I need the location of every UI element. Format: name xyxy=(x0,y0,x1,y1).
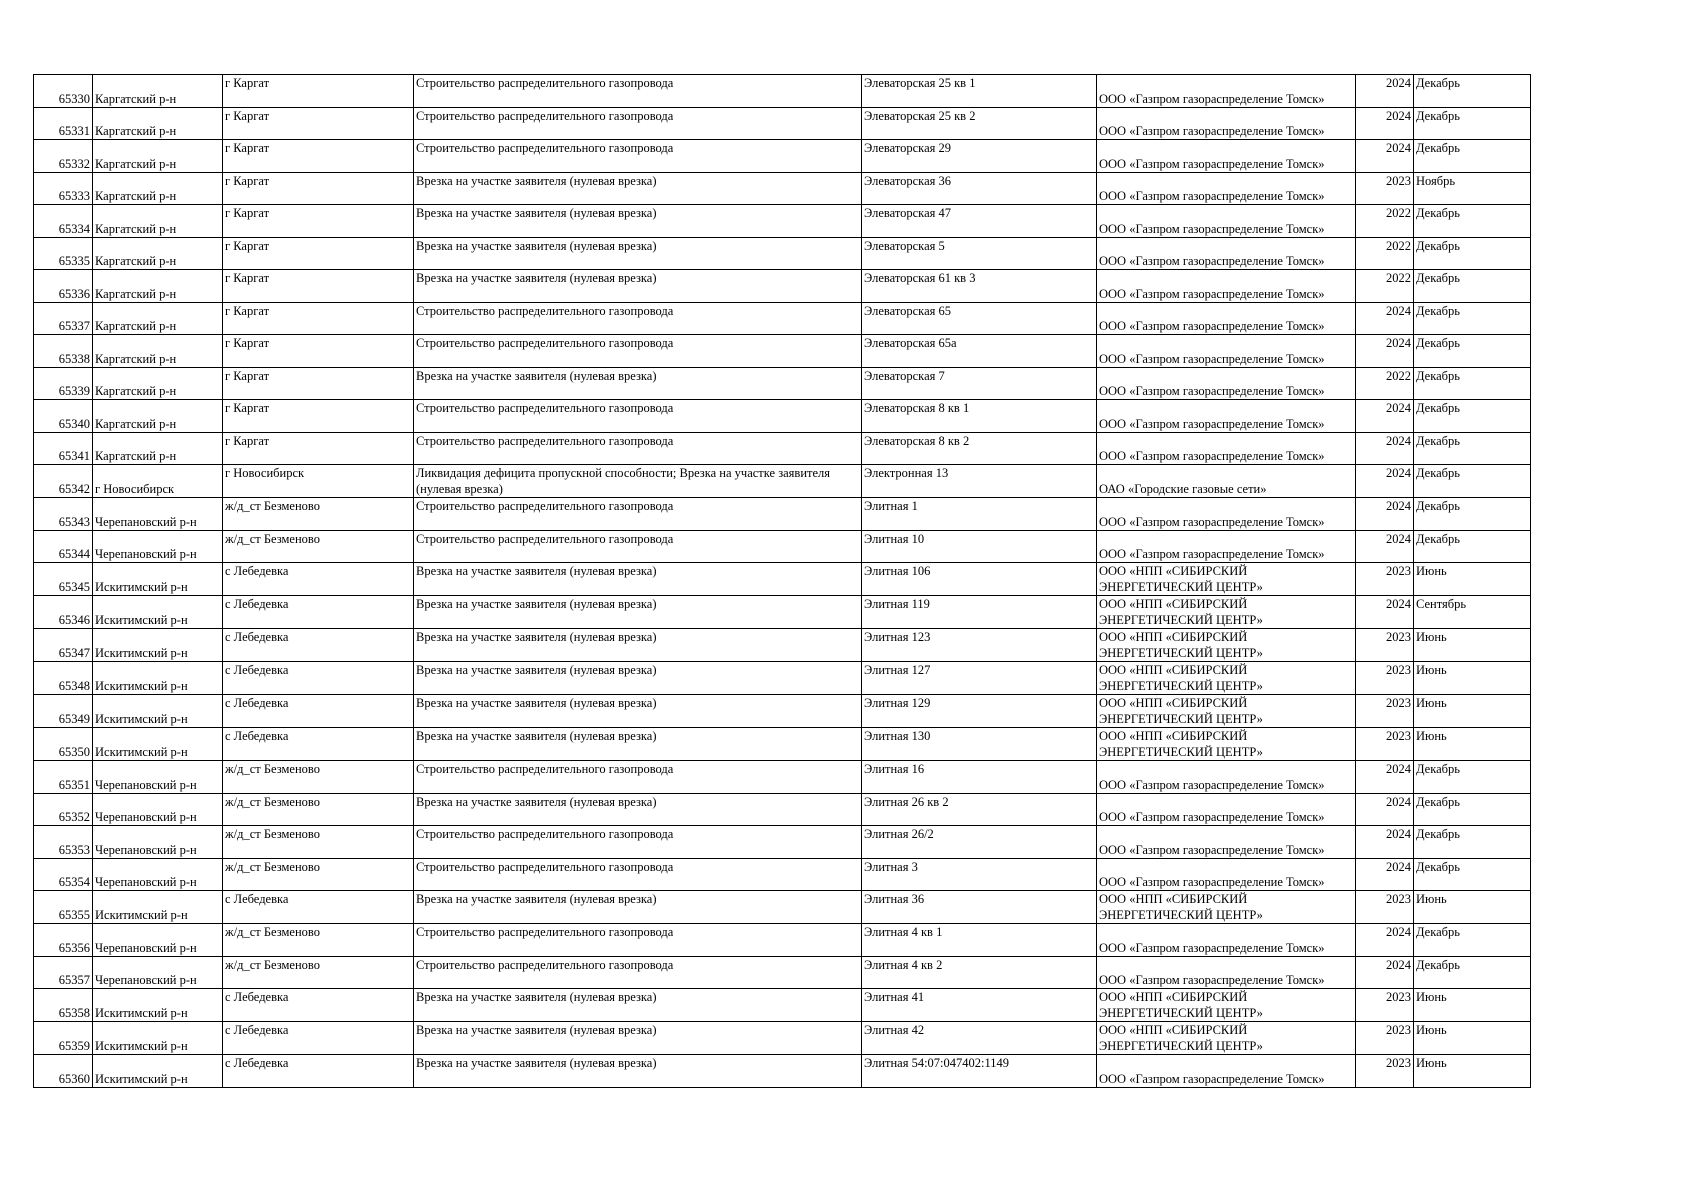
work-type-cell: Строительство распределительного газопровода xyxy=(414,498,862,531)
year-cell: 2022 xyxy=(1356,367,1414,400)
district-cell: Черепановский р-н xyxy=(93,956,223,989)
table-row xyxy=(34,858,1531,891)
organization-cell: ООО «Газпром газораспределение Томск» xyxy=(1097,432,1356,465)
settlement-cell: с Лебедевка xyxy=(223,563,414,596)
district-cell: Каргатский р-н xyxy=(93,140,223,173)
month-cell: Декабрь xyxy=(1414,761,1531,794)
organization-cell: ООО «НПП «СИБИРСКИЙ ЭНЕРГЕТИЧЕСКИЙ ЦЕНТР» xyxy=(1097,662,1356,695)
address-cell: Элеваторская 47 xyxy=(862,205,1097,238)
row-id-cell: 65350 xyxy=(34,728,93,761)
work-type-cell: Врезка на участке заявителя (нулевая врезка) xyxy=(414,237,862,270)
row-id-cell: 65351 xyxy=(34,761,93,794)
year-cell: 2023 xyxy=(1356,172,1414,205)
settlement-cell: г Каргат xyxy=(223,75,414,108)
row-id-cell: 65332 xyxy=(34,140,93,173)
settlement-cell: ж/д_ст Безменово xyxy=(223,761,414,794)
address-cell: Элеваторская 61 кв 3 xyxy=(862,270,1097,303)
row-id-cell: 65343 xyxy=(34,498,93,531)
month-cell: Декабрь xyxy=(1414,432,1531,465)
row-id-cell: 65345 xyxy=(34,563,93,596)
table-row xyxy=(34,205,1531,238)
table-row xyxy=(34,761,1531,794)
district-cell: Каргатский р-н xyxy=(93,432,223,465)
organization-cell: ООО «НПП «СИБИРСКИЙ ЭНЕРГЕТИЧЕСКИЙ ЦЕНТР» xyxy=(1097,1022,1356,1055)
table-row xyxy=(34,662,1531,695)
address-cell: Элитная 123 xyxy=(862,629,1097,662)
organization-cell: ООО «Газпром газораспределение Томск» xyxy=(1097,237,1356,270)
year-cell: 2024 xyxy=(1356,75,1414,108)
address-cell: Элеваторская 7 xyxy=(862,367,1097,400)
organization-cell: ООО «НПП «СИБИРСКИЙ ЭНЕРГЕТИЧЕСКИЙ ЦЕНТР» xyxy=(1097,563,1356,596)
row-id-cell: 65344 xyxy=(34,530,93,563)
row-id-cell: 65336 xyxy=(34,270,93,303)
settlement-cell: ж/д_ст Безменово xyxy=(223,530,414,563)
district-cell: Искитимский р-н xyxy=(93,563,223,596)
address-cell: Элеваторская 36 xyxy=(862,172,1097,205)
settlement-cell: ж/д_ст Безменово xyxy=(223,858,414,891)
address-cell: Элитная 127 xyxy=(862,662,1097,695)
organization-cell: ООО «НПП «СИБИРСКИЙ ЭНЕРГЕТИЧЕСКИЙ ЦЕНТР» xyxy=(1097,596,1356,629)
table-row xyxy=(34,335,1531,368)
work-type-cell: Врезка на участке заявителя (нулевая врезка) xyxy=(414,563,862,596)
district-cell: Каргатский р-н xyxy=(93,107,223,140)
month-cell: Июнь xyxy=(1414,629,1531,662)
row-id-cell: 65356 xyxy=(34,924,93,957)
settlement-cell: ж/д_ст Безменово xyxy=(223,498,414,531)
table-row xyxy=(34,563,1531,596)
month-cell: Ноябрь xyxy=(1414,172,1531,205)
table-body xyxy=(34,75,1531,1088)
year-cell: 2024 xyxy=(1356,335,1414,368)
settlement-cell: г Каргат xyxy=(223,172,414,205)
organization-cell: ООО «Газпром газораспределение Томск» xyxy=(1097,172,1356,205)
district-cell: Каргатский р-н xyxy=(93,302,223,335)
settlement-cell: с Лебедевка xyxy=(223,891,414,924)
work-type-cell: Строительство распределительного газопровода xyxy=(414,107,862,140)
row-id-cell: 65347 xyxy=(34,629,93,662)
organization-cell: ООО «НПП «СИБИРСКИЙ ЭНЕРГЕТИЧЕСКИЙ ЦЕНТР» xyxy=(1097,891,1356,924)
row-id-cell: 65333 xyxy=(34,172,93,205)
table-row xyxy=(34,826,1531,859)
district-cell: Каргатский р-н xyxy=(93,237,223,270)
work-type-cell: Врезка на участке заявителя (нулевая врезка) xyxy=(414,695,862,728)
organization-cell: ООО «Газпром газораспределение Томск» xyxy=(1097,107,1356,140)
district-cell: Искитимский р-н xyxy=(93,891,223,924)
organization-cell: ООО «Газпром газораспределение Томск» xyxy=(1097,367,1356,400)
month-cell: Декабрь xyxy=(1414,858,1531,891)
row-id-cell: 65340 xyxy=(34,400,93,433)
address-cell: Элитная 129 xyxy=(862,695,1097,728)
district-cell: Искитимский р-н xyxy=(93,1022,223,1055)
organization-cell: ООО «НПП «СИБИРСКИЙ ЭНЕРГЕТИЧЕСКИЙ ЦЕНТР» xyxy=(1097,629,1356,662)
organization-cell: ООО «Газпром газораспределение Томск» xyxy=(1097,1055,1356,1088)
row-id-cell: 65335 xyxy=(34,237,93,270)
address-cell: Элитная 4 кв 1 xyxy=(862,924,1097,957)
row-id-cell: 65346 xyxy=(34,596,93,629)
row-id-cell: 65360 xyxy=(34,1055,93,1088)
address-cell: Элитная 10 xyxy=(862,530,1097,563)
settlement-cell: ж/д_ст Безменово xyxy=(223,956,414,989)
year-cell: 2024 xyxy=(1356,465,1414,498)
table-row xyxy=(34,891,1531,924)
month-cell: Июнь xyxy=(1414,1055,1531,1088)
month-cell: Июнь xyxy=(1414,989,1531,1022)
district-cell: Искитимский р-н xyxy=(93,989,223,1022)
month-cell: Декабрь xyxy=(1414,205,1531,238)
row-id-cell: 65338 xyxy=(34,335,93,368)
settlement-cell: г Каргат xyxy=(223,400,414,433)
district-cell: Каргатский р-н xyxy=(93,335,223,368)
year-cell: 2023 xyxy=(1356,1055,1414,1088)
organization-cell: ООО «Газпром газораспределение Томск» xyxy=(1097,793,1356,826)
district-cell: Черепановский р-н xyxy=(93,924,223,957)
row-id-cell: 65337 xyxy=(34,302,93,335)
work-type-cell: Ликвидация дефицита пропускной способности; Врезка на участке заявителя (нулевая врезка) xyxy=(414,465,862,498)
month-cell: Декабрь xyxy=(1414,465,1531,498)
organization-cell: ООО «Газпром газораспределение Томск» xyxy=(1097,270,1356,303)
work-type-cell: Строительство распределительного газопровода xyxy=(414,761,862,794)
organization-cell: ООО «Газпром газораспределение Томск» xyxy=(1097,335,1356,368)
table-row xyxy=(34,465,1531,498)
month-cell: Июнь xyxy=(1414,891,1531,924)
organization-cell: ООО «НПП «СИБИРСКИЙ ЭНЕРГЕТИЧЕСКИЙ ЦЕНТР» xyxy=(1097,695,1356,728)
work-type-cell: Строительство распределительного газопровода xyxy=(414,302,862,335)
settlement-cell: г Каргат xyxy=(223,237,414,270)
table-row xyxy=(34,140,1531,173)
year-cell: 2024 xyxy=(1356,924,1414,957)
settlement-cell: ж/д_ст Безменово xyxy=(223,826,414,859)
district-cell: Черепановский р-н xyxy=(93,761,223,794)
settlement-cell: г Каргат xyxy=(223,335,414,368)
address-cell: Элеваторская 8 кв 1 xyxy=(862,400,1097,433)
work-type-cell: Врезка на участке заявителя (нулевая врезка) xyxy=(414,596,862,629)
address-cell: Элитная 106 xyxy=(862,563,1097,596)
address-cell: Элеваторская 65а xyxy=(862,335,1097,368)
table-row xyxy=(34,302,1531,335)
row-id-cell: 65339 xyxy=(34,367,93,400)
work-type-cell: Врезка на участке заявителя (нулевая врезка) xyxy=(414,793,862,826)
district-cell: Искитимский р-н xyxy=(93,728,223,761)
work-type-cell: Строительство распределительного газопровода xyxy=(414,858,862,891)
settlement-cell: г Каргат xyxy=(223,107,414,140)
district-cell: Искитимский р-н xyxy=(93,629,223,662)
address-cell: Элитная 42 xyxy=(862,1022,1097,1055)
address-cell: Элитная 130 xyxy=(862,728,1097,761)
month-cell: Декабрь xyxy=(1414,793,1531,826)
address-cell: Элеваторская 25 кв 2 xyxy=(862,107,1097,140)
settlement-cell: с Лебедевка xyxy=(223,1055,414,1088)
month-cell: Декабрь xyxy=(1414,237,1531,270)
district-cell: Искитимский р-н xyxy=(93,1055,223,1088)
work-type-cell: Строительство распределительного газопровода xyxy=(414,400,862,433)
organization-cell: ООО «Газпром газораспределение Томск» xyxy=(1097,530,1356,563)
row-id-cell: 65341 xyxy=(34,432,93,465)
year-cell: 2023 xyxy=(1356,989,1414,1022)
table-row xyxy=(34,728,1531,761)
year-cell: 2024 xyxy=(1356,530,1414,563)
year-cell: 2024 xyxy=(1356,498,1414,531)
table-row xyxy=(34,237,1531,270)
year-cell: 2022 xyxy=(1356,237,1414,270)
work-type-cell: Врезка на участке заявителя (нулевая врезка) xyxy=(414,172,862,205)
district-cell: Каргатский р-н xyxy=(93,205,223,238)
year-cell: 2024 xyxy=(1356,858,1414,891)
month-cell: Декабрь xyxy=(1414,140,1531,173)
organization-cell: ООО «Газпром газораспределение Томск» xyxy=(1097,761,1356,794)
year-cell: 2023 xyxy=(1356,662,1414,695)
work-type-cell: Строительство распределительного газопровода xyxy=(414,826,862,859)
row-id-cell: 65349 xyxy=(34,695,93,728)
table-row xyxy=(34,956,1531,989)
settlement-cell: ж/д_ст Безменово xyxy=(223,793,414,826)
organization-cell: ООО «Газпром газораспределение Томск» xyxy=(1097,924,1356,957)
settlement-cell: г Новосибирск xyxy=(223,465,414,498)
work-type-cell: Врезка на участке заявителя (нулевая врезка) xyxy=(414,989,862,1022)
year-cell: 2023 xyxy=(1356,1022,1414,1055)
table-row xyxy=(34,270,1531,303)
district-cell: Каргатский р-н xyxy=(93,270,223,303)
organization-cell: ООО «Газпром газораспределение Томск» xyxy=(1097,956,1356,989)
address-cell: Элитная 119 xyxy=(862,596,1097,629)
settlement-cell: г Каргат xyxy=(223,270,414,303)
table-row xyxy=(34,107,1531,140)
month-cell: Декабрь xyxy=(1414,530,1531,563)
work-type-cell: Строительство распределительного газопровода xyxy=(414,75,862,108)
row-id-cell: 65359 xyxy=(34,1022,93,1055)
month-cell: Декабрь xyxy=(1414,924,1531,957)
district-cell: Черепановский р-н xyxy=(93,498,223,531)
row-id-cell: 65331 xyxy=(34,107,93,140)
year-cell: 2024 xyxy=(1356,107,1414,140)
settlement-cell: г Каргат xyxy=(223,432,414,465)
month-cell: Июнь xyxy=(1414,728,1531,761)
settlement-cell: с Лебедевка xyxy=(223,662,414,695)
year-cell: 2023 xyxy=(1356,891,1414,924)
organization-cell: ОАО «Городские газовые сети» xyxy=(1097,465,1356,498)
address-cell: Элеваторская 5 xyxy=(862,237,1097,270)
year-cell: 2024 xyxy=(1356,761,1414,794)
district-cell: Черепановский р-н xyxy=(93,793,223,826)
table-row xyxy=(34,924,1531,957)
district-cell: г Новосибирск xyxy=(93,465,223,498)
table-row xyxy=(34,629,1531,662)
month-cell: Июнь xyxy=(1414,1022,1531,1055)
work-type-cell: Врезка на участке заявителя (нулевая врезка) xyxy=(414,662,862,695)
district-cell: Черепановский р-н xyxy=(93,858,223,891)
district-cell: Каргатский р-н xyxy=(93,172,223,205)
work-type-cell: Врезка на участке заявителя (нулевая врезка) xyxy=(414,1022,862,1055)
district-cell: Искитимский р-н xyxy=(93,662,223,695)
year-cell: 2024 xyxy=(1356,596,1414,629)
address-cell: Элитная 1 xyxy=(862,498,1097,531)
row-id-cell: 65342 xyxy=(34,465,93,498)
work-type-cell: Врезка на участке заявителя (нулевая врезка) xyxy=(414,270,862,303)
address-cell: Элеваторская 29 xyxy=(862,140,1097,173)
year-cell: 2024 xyxy=(1356,140,1414,173)
district-cell: Искитимский р-н xyxy=(93,596,223,629)
address-cell: Элитная 16 xyxy=(862,761,1097,794)
organization-cell: ООО «НПП «СИБИРСКИЙ ЭНЕРГЕТИЧЕСКИЙ ЦЕНТР» xyxy=(1097,989,1356,1022)
organization-cell: ООО «Газпром газораспределение Томск» xyxy=(1097,826,1356,859)
row-id-cell: 65334 xyxy=(34,205,93,238)
district-cell: Каргатский р-н xyxy=(93,400,223,433)
district-cell: Искитимский р-н xyxy=(93,695,223,728)
address-cell: Элитная 26 кв 2 xyxy=(862,793,1097,826)
year-cell: 2023 xyxy=(1356,563,1414,596)
organization-cell: ООО «Газпром газораспределение Томск» xyxy=(1097,498,1356,531)
month-cell: Декабрь xyxy=(1414,270,1531,303)
table-row xyxy=(34,793,1531,826)
month-cell: Декабрь xyxy=(1414,335,1531,368)
organization-cell: ООО «Газпром газораспределение Томск» xyxy=(1097,400,1356,433)
month-cell: Июнь xyxy=(1414,662,1531,695)
month-cell: Декабрь xyxy=(1414,956,1531,989)
year-cell: 2022 xyxy=(1356,270,1414,303)
organization-cell: ООО «Газпром газораспределение Томск» xyxy=(1097,140,1356,173)
settlement-cell: с Лебедевка xyxy=(223,1022,414,1055)
work-type-cell: Врезка на участке заявителя (нулевая врезка) xyxy=(414,205,862,238)
year-cell: 2022 xyxy=(1356,205,1414,238)
work-type-cell: Врезка на участке заявителя (нулевая врезка) xyxy=(414,891,862,924)
table-row xyxy=(34,75,1531,108)
row-id-cell: 65352 xyxy=(34,793,93,826)
year-cell: 2024 xyxy=(1356,400,1414,433)
work-type-cell: Строительство распределительного газопровода xyxy=(414,924,862,957)
organization-cell: ООО «Газпром газораспределение Томск» xyxy=(1097,302,1356,335)
settlement-cell: г Каргат xyxy=(223,205,414,238)
settlement-cell: с Лебедевка xyxy=(223,629,414,662)
work-type-cell: Строительство распределительного газопровода xyxy=(414,530,862,563)
table-row xyxy=(34,530,1531,563)
month-cell: Июнь xyxy=(1414,563,1531,596)
address-cell: Элитная 4 кв 2 xyxy=(862,956,1097,989)
organization-cell: ООО «Газпром газораспределение Томск» xyxy=(1097,858,1356,891)
work-type-cell: Врезка на участке заявителя (нулевая врезка) xyxy=(414,1055,862,1088)
row-id-cell: 65357 xyxy=(34,956,93,989)
row-id-cell: 65355 xyxy=(34,891,93,924)
table-row xyxy=(34,367,1531,400)
table-row xyxy=(34,596,1531,629)
month-cell: Декабрь xyxy=(1414,107,1531,140)
address-cell: Электронная 13 xyxy=(862,465,1097,498)
year-cell: 2023 xyxy=(1356,728,1414,761)
settlement-cell: г Каргат xyxy=(223,140,414,173)
address-cell: Элеваторская 8 кв 2 xyxy=(862,432,1097,465)
settlement-cell: г Каргат xyxy=(223,367,414,400)
work-type-cell: Строительство распределительного газопровода xyxy=(414,140,862,173)
settlement-cell: с Лебедевка xyxy=(223,989,414,1022)
year-cell: 2023 xyxy=(1356,629,1414,662)
district-cell: Каргатский р-н xyxy=(93,75,223,108)
year-cell: 2023 xyxy=(1356,695,1414,728)
organization-cell: ООО «Газпром газораспределение Томск» xyxy=(1097,205,1356,238)
address-cell: Элеваторская 65 xyxy=(862,302,1097,335)
district-cell: Черепановский р-н xyxy=(93,530,223,563)
year-cell: 2024 xyxy=(1356,793,1414,826)
settlement-cell: ж/д_ст Безменово xyxy=(223,924,414,957)
month-cell: Сентябрь xyxy=(1414,596,1531,629)
row-id-cell: 65330 xyxy=(34,75,93,108)
table-row xyxy=(34,400,1531,433)
address-cell: Элитная 26/2 xyxy=(862,826,1097,859)
table-row xyxy=(34,1055,1531,1088)
table-row xyxy=(34,695,1531,728)
row-id-cell: 65353 xyxy=(34,826,93,859)
month-cell: Июнь xyxy=(1414,695,1531,728)
work-type-cell: Строительство распределительного газопровода xyxy=(414,432,862,465)
settlement-cell: г Каргат xyxy=(223,302,414,335)
table-row xyxy=(34,1022,1531,1055)
row-id-cell: 65348 xyxy=(34,662,93,695)
settlement-cell: с Лебедевка xyxy=(223,728,414,761)
table-row xyxy=(34,172,1531,205)
year-cell: 2024 xyxy=(1356,432,1414,465)
address-cell: Элитная 54:07:047402:1149 xyxy=(862,1055,1097,1088)
year-cell: 2024 xyxy=(1356,826,1414,859)
organization-cell: ООО «Газпром газораспределение Томск» xyxy=(1097,75,1356,108)
work-type-cell: Строительство распределительного газопровода xyxy=(414,956,862,989)
month-cell: Декабрь xyxy=(1414,302,1531,335)
table-row xyxy=(34,432,1531,465)
row-id-cell: 65354 xyxy=(34,858,93,891)
month-cell: Декабрь xyxy=(1414,498,1531,531)
year-cell: 2024 xyxy=(1356,956,1414,989)
address-cell: Элитная 3 xyxy=(862,858,1097,891)
table-row xyxy=(34,989,1531,1022)
data-table xyxy=(33,74,1531,1088)
month-cell: Декабрь xyxy=(1414,826,1531,859)
district-cell: Каргатский р-н xyxy=(93,367,223,400)
work-type-cell: Врезка на участке заявителя (нулевая врезка) xyxy=(414,367,862,400)
work-type-cell: Врезка на участке заявителя (нулевая врезка) xyxy=(414,629,862,662)
settlement-cell: с Лебедевка xyxy=(223,596,414,629)
address-cell: Элеваторская 25 кв 1 xyxy=(862,75,1097,108)
year-cell: 2024 xyxy=(1356,302,1414,335)
work-type-cell: Врезка на участке заявителя (нулевая врезка) xyxy=(414,728,862,761)
settlement-cell: с Лебедевка xyxy=(223,695,414,728)
work-type-cell: Строительство распределительного газопровода xyxy=(414,335,862,368)
table-row xyxy=(34,498,1531,531)
row-id-cell: 65358 xyxy=(34,989,93,1022)
month-cell: Декабрь xyxy=(1414,75,1531,108)
month-cell: Декабрь xyxy=(1414,400,1531,433)
month-cell: Декабрь xyxy=(1414,367,1531,400)
address-cell: Элитная 36 xyxy=(862,891,1097,924)
organization-cell: ООО «НПП «СИБИРСКИЙ ЭНЕРГЕТИЧЕСКИЙ ЦЕНТР» xyxy=(1097,728,1356,761)
address-cell: Элитная 41 xyxy=(862,989,1097,1022)
district-cell: Черепановский р-н xyxy=(93,826,223,859)
